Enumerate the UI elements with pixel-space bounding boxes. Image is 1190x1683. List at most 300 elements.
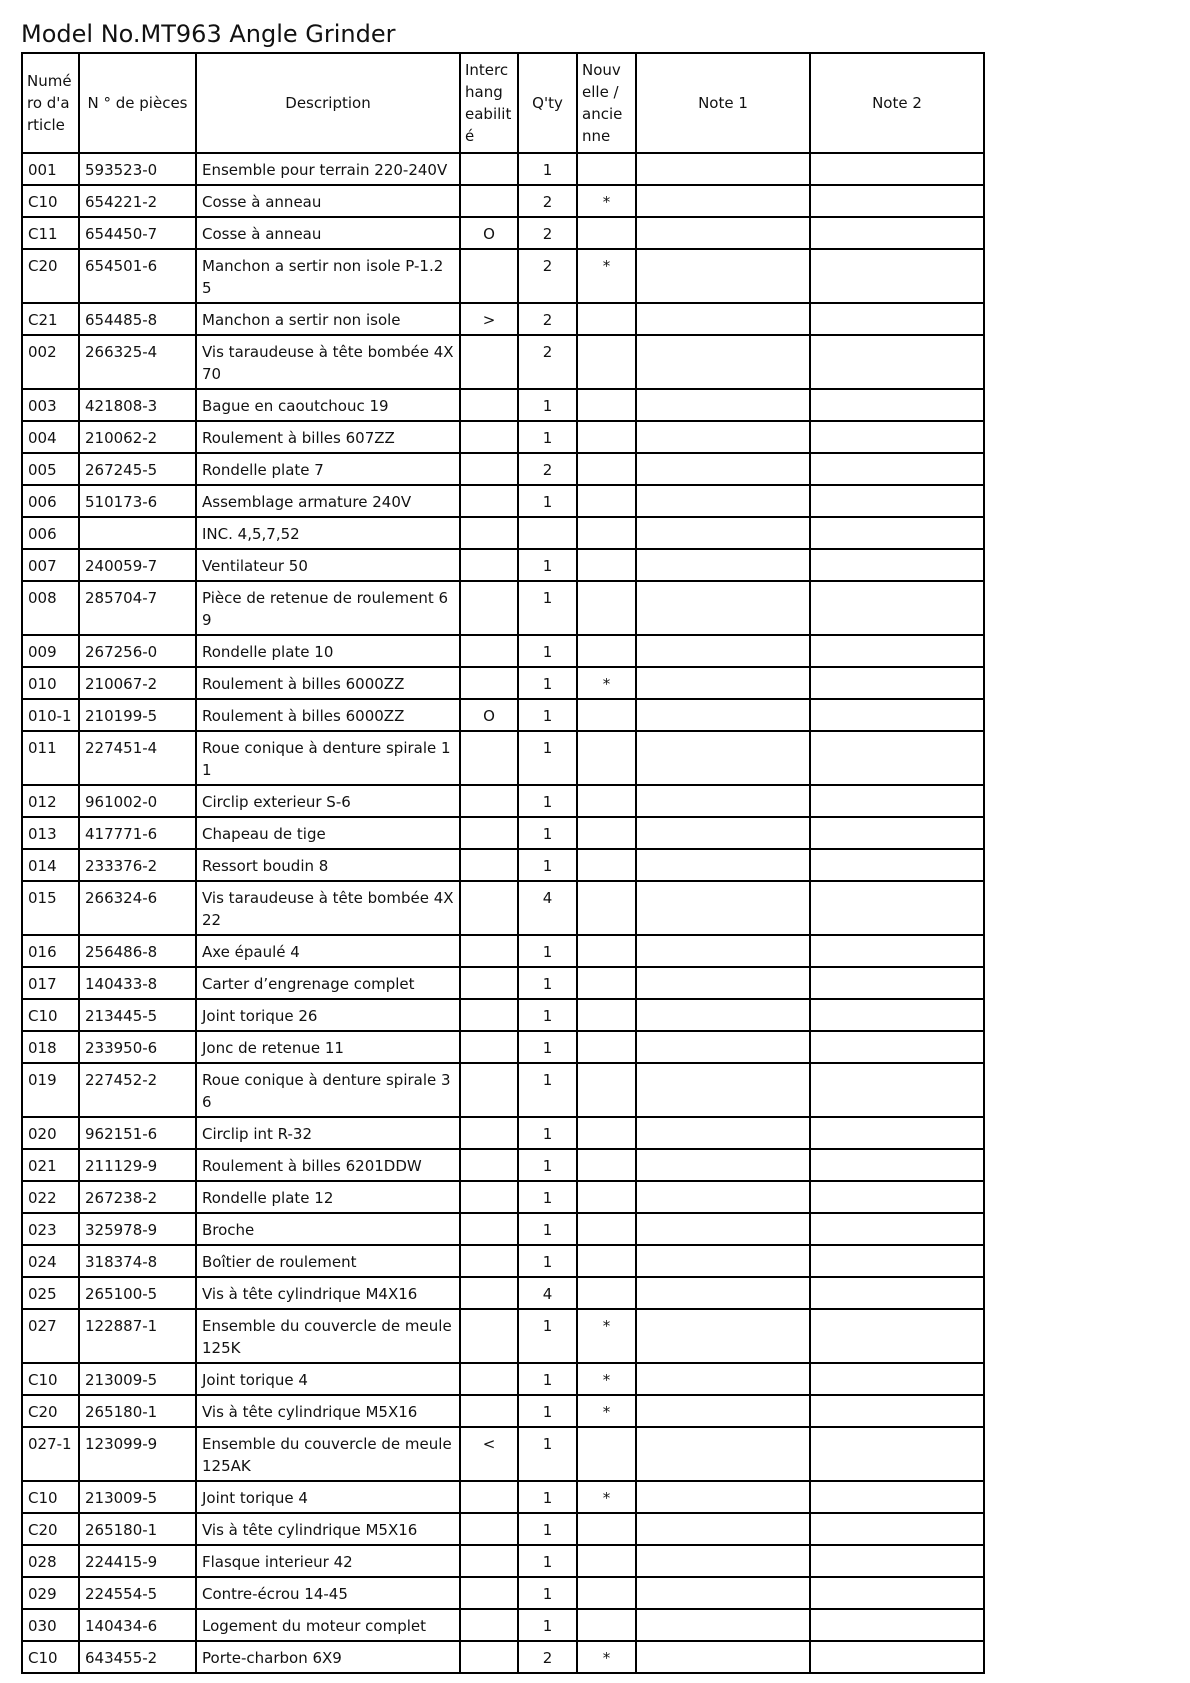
table-row [22, 335, 984, 389]
cell-note-1 [636, 1309, 810, 1363]
cell-note-1 [636, 581, 810, 635]
cell-description: Rondelle plate 7 [196, 453, 460, 485]
cell-new-old [577, 421, 636, 453]
cell-note-1 [636, 667, 810, 699]
cell-part-number: 654501-6 [79, 249, 196, 303]
cell-new-old [577, 581, 636, 635]
cell-note-1 [636, 1117, 810, 1149]
cell-item-number: 027-1 [22, 1427, 79, 1481]
cell-description: Broche [196, 1213, 460, 1245]
cell-quantity: 1 [518, 731, 577, 785]
cell-part-number: 593523-0 [79, 153, 196, 185]
cell-part-number: 417771-6 [79, 817, 196, 849]
cell-note-2 [810, 1513, 984, 1545]
cell-item-number: 030 [22, 1609, 79, 1641]
cell-item-number: 019 [22, 1063, 79, 1117]
cell-new-old: * [577, 667, 636, 699]
cell-note-1 [636, 303, 810, 335]
cell-new-old [577, 1609, 636, 1641]
cell-description: Chapeau de tige [196, 817, 460, 849]
cell-interchangeability [460, 517, 518, 549]
cell-item-number: 016 [22, 935, 79, 967]
cell-note-1 [636, 389, 810, 421]
cell-description: Vis à tête cylindrique M5X16 [196, 1395, 460, 1427]
cell-description: Vis taraudeuse à tête bombée 4X 22 [196, 881, 460, 935]
cell-part-number: 224415-9 [79, 1545, 196, 1577]
cell-item-number: 023 [22, 1213, 79, 1245]
cell-item-number: 018 [22, 1031, 79, 1063]
cell-note-1 [636, 335, 810, 389]
cell-quantity: 1 [518, 635, 577, 667]
cell-interchangeability [460, 849, 518, 881]
cell-quantity [518, 517, 577, 549]
cell-new-old [577, 967, 636, 999]
cell-item-number: 021 [22, 1149, 79, 1181]
cell-quantity: 2 [518, 217, 577, 249]
cell-note-2 [810, 1245, 984, 1277]
cell-new-old [577, 1117, 636, 1149]
cell-item-number: C20 [22, 1395, 79, 1427]
cell-description: Roulement à billes 607ZZ [196, 421, 460, 453]
cell-note-1 [636, 999, 810, 1031]
table-row [22, 1309, 984, 1363]
cell-description: Roue conique à denture spirale 1 1 [196, 731, 460, 785]
table-row [22, 1213, 984, 1245]
cell-interchangeability: O [460, 699, 518, 731]
cell-new-old [577, 731, 636, 785]
cell-new-old [577, 303, 636, 335]
cell-description: Ensemble du couvercle de meule 125AK [196, 1427, 460, 1481]
cell-note-2 [810, 485, 984, 517]
cell-note-2 [810, 785, 984, 817]
cell-interchangeability [460, 485, 518, 517]
table-row [22, 817, 984, 849]
cell-part-number: 318374-8 [79, 1245, 196, 1277]
cell-part-number: 213009-5 [79, 1363, 196, 1395]
cell-note-1 [636, 1481, 810, 1513]
cell-description: Vis à tête cylindrique M4X16 [196, 1277, 460, 1309]
cell-quantity: 1 [518, 1577, 577, 1609]
cell-quantity: 1 [518, 699, 577, 731]
cell-note-1 [636, 849, 810, 881]
cell-note-1 [636, 935, 810, 967]
cell-new-old [577, 389, 636, 421]
cell-interchangeability [460, 249, 518, 303]
cell-quantity: 1 [518, 1609, 577, 1641]
cell-part-number: 210062-2 [79, 421, 196, 453]
table-row [22, 485, 984, 517]
table-row [22, 849, 984, 881]
cell-interchangeability [460, 1149, 518, 1181]
cell-description: Ressort boudin 8 [196, 849, 460, 881]
cell-interchangeability: < [460, 1427, 518, 1481]
cell-quantity: 1 [518, 1149, 577, 1181]
cell-part-number: 227451-4 [79, 731, 196, 785]
cell-interchangeability [460, 453, 518, 485]
table-row [22, 935, 984, 967]
cell-interchangeability [460, 1277, 518, 1309]
cell-item-number: 013 [22, 817, 79, 849]
cell-quantity: 1 [518, 935, 577, 967]
cell-quantity: 1 [518, 485, 577, 517]
cell-note-1 [636, 1063, 810, 1117]
cell-note-2 [810, 1577, 984, 1609]
cell-description: Axe épaulé 4 [196, 935, 460, 967]
cell-note-2 [810, 699, 984, 731]
cell-quantity: 1 [518, 1213, 577, 1245]
cell-note-2 [810, 817, 984, 849]
cell-description: Cosse à anneau [196, 185, 460, 217]
cell-new-old: * [577, 185, 636, 217]
cell-quantity: 1 [518, 1031, 577, 1063]
table-header-row [22, 53, 984, 153]
cell-item-number: C10 [22, 1363, 79, 1395]
cell-description: Roue conique à denture spirale 3 6 [196, 1063, 460, 1117]
cell-note-1 [636, 699, 810, 731]
cell-note-2 [810, 1395, 984, 1427]
cell-note-1 [636, 485, 810, 517]
table-row [22, 1609, 984, 1641]
cell-description: Roulement à billes 6000ZZ [196, 699, 460, 731]
cell-part-number: 421808-3 [79, 389, 196, 421]
cell-note-2 [810, 881, 984, 935]
cell-interchangeability [460, 967, 518, 999]
cell-part-number: 654221-2 [79, 185, 196, 217]
cell-interchangeability [460, 935, 518, 967]
table-row [22, 731, 984, 785]
cell-note-1 [636, 1245, 810, 1277]
cell-description: Bague en caoutchouc 19 [196, 389, 460, 421]
cell-item-number: 003 [22, 389, 79, 421]
cell-interchangeability [460, 817, 518, 849]
cell-note-2 [810, 335, 984, 389]
cell-item-number: 025 [22, 1277, 79, 1309]
cell-note-1 [636, 1427, 810, 1481]
header-item-number: Numé ro d'a rticle [22, 53, 79, 153]
table-row [22, 453, 984, 485]
parts-table [21, 52, 985, 1674]
header-note-1: Note 1 [636, 53, 810, 153]
cell-description: Logement du moteur complet [196, 1609, 460, 1641]
cell-interchangeability [460, 185, 518, 217]
cell-description: Manchon a sertir non isole P-1.2 5 [196, 249, 460, 303]
cell-new-old [577, 1427, 636, 1481]
cell-description: Pièce de retenue de roulement 6 9 [196, 581, 460, 635]
cell-part-number: 210199-5 [79, 699, 196, 731]
header-description: Description [196, 53, 460, 153]
cell-note-1 [636, 1181, 810, 1213]
cell-part-number: 256486-8 [79, 935, 196, 967]
cell-part-number [79, 517, 196, 549]
table-row [22, 1181, 984, 1213]
cell-note-2 [810, 1277, 984, 1309]
cell-note-1 [636, 453, 810, 485]
cell-note-1 [636, 517, 810, 549]
table-row [22, 881, 984, 935]
cell-note-1 [636, 1609, 810, 1641]
cell-note-2 [810, 421, 984, 453]
cell-new-old [577, 153, 636, 185]
cell-interchangeability [460, 785, 518, 817]
cell-note-2 [810, 667, 984, 699]
table-row [22, 635, 984, 667]
table-row [22, 549, 984, 581]
cell-note-2 [810, 635, 984, 667]
cell-interchangeability [460, 1063, 518, 1117]
cell-part-number: 267238-2 [79, 1181, 196, 1213]
table-row [22, 1577, 984, 1609]
cell-part-number: 654485-8 [79, 303, 196, 335]
cell-note-2 [810, 249, 984, 303]
cell-new-old: * [577, 1641, 636, 1673]
cell-note-2 [810, 549, 984, 581]
cell-part-number: 140433-8 [79, 967, 196, 999]
table-body [22, 153, 984, 1673]
cell-quantity: 1 [518, 1363, 577, 1395]
cell-note-1 [636, 1577, 810, 1609]
header-quantity: Q'ty [518, 53, 577, 153]
table-row [22, 389, 984, 421]
cell-part-number: 961002-0 [79, 785, 196, 817]
cell-interchangeability [460, 1363, 518, 1395]
cell-note-1 [636, 421, 810, 453]
table-row [22, 1363, 984, 1395]
cell-description: Manchon a sertir non isole [196, 303, 460, 335]
cell-part-number: 266324-6 [79, 881, 196, 935]
table-row [22, 1149, 984, 1181]
cell-new-old [577, 1513, 636, 1545]
cell-interchangeability [460, 1031, 518, 1063]
cell-interchangeability [460, 1641, 518, 1673]
cell-description: Vis taraudeuse à tête bombée 4X 70 [196, 335, 460, 389]
cell-description: Circlip int R-32 [196, 1117, 460, 1149]
cell-quantity: 1 [518, 389, 577, 421]
cell-interchangeability [460, 153, 518, 185]
cell-item-number: 010-1 [22, 699, 79, 731]
cell-note-1 [636, 731, 810, 785]
cell-quantity: 1 [518, 999, 577, 1031]
cell-item-number: 010 [22, 667, 79, 699]
cell-note-1 [636, 635, 810, 667]
cell-new-old [577, 453, 636, 485]
cell-quantity: 4 [518, 881, 577, 935]
table-row [22, 1117, 984, 1149]
cell-interchangeability [460, 1309, 518, 1363]
cell-note-2 [810, 1545, 984, 1577]
cell-new-old [577, 785, 636, 817]
cell-new-old [577, 1245, 636, 1277]
cell-new-old [577, 1181, 636, 1213]
cell-interchangeability [460, 421, 518, 453]
cell-note-1 [636, 1395, 810, 1427]
cell-note-1 [636, 1213, 810, 1245]
cell-interchangeability [460, 549, 518, 581]
cell-new-old [577, 549, 636, 581]
cell-description: Assemblage armature 240V [196, 485, 460, 517]
cell-quantity: 1 [518, 1309, 577, 1363]
cell-description: Roulement à billes 6201DDW [196, 1149, 460, 1181]
cell-interchangeability [460, 667, 518, 699]
cell-quantity: 1 [518, 1545, 577, 1577]
cell-new-old [577, 1213, 636, 1245]
table-row [22, 1545, 984, 1577]
cell-note-2 [810, 517, 984, 549]
cell-note-1 [636, 1149, 810, 1181]
cell-part-number: 962151-6 [79, 1117, 196, 1149]
cell-new-old [577, 1031, 636, 1063]
cell-item-number: 028 [22, 1545, 79, 1577]
cell-item-number: C11 [22, 217, 79, 249]
cell-description: Boîtier de roulement [196, 1245, 460, 1277]
cell-item-number: C10 [22, 1641, 79, 1673]
cell-note-2 [810, 849, 984, 881]
cell-item-number: 012 [22, 785, 79, 817]
cell-new-old [577, 699, 636, 731]
cell-note-1 [636, 1363, 810, 1395]
cell-description: Flasque interieur 42 [196, 1545, 460, 1577]
cell-interchangeability: O [460, 217, 518, 249]
cell-interchangeability [460, 1609, 518, 1641]
cell-quantity: 2 [518, 303, 577, 335]
cell-note-1 [636, 249, 810, 303]
cell-part-number: 213445-5 [79, 999, 196, 1031]
cell-note-2 [810, 581, 984, 635]
cell-quantity: 1 [518, 1513, 577, 1545]
cell-description: Carter d’engrenage complet [196, 967, 460, 999]
cell-part-number: 266325-4 [79, 335, 196, 389]
table-row [22, 1277, 984, 1309]
cell-note-2 [810, 1031, 984, 1063]
header-interchangeability: Interc hang eabilit é [460, 53, 518, 153]
cell-part-number: 240059-7 [79, 549, 196, 581]
cell-new-old [577, 635, 636, 667]
cell-description: Vis à tête cylindrique M5X16 [196, 1513, 460, 1545]
cell-quantity: 2 [518, 249, 577, 303]
cell-interchangeability [460, 1245, 518, 1277]
cell-description: Contre-écrou 14-45 [196, 1577, 460, 1609]
cell-note-1 [636, 881, 810, 935]
cell-note-2 [810, 217, 984, 249]
cell-quantity: 1 [518, 1245, 577, 1277]
cell-interchangeability [460, 999, 518, 1031]
cell-item-number: 006 [22, 517, 79, 549]
cell-note-1 [636, 1277, 810, 1309]
cell-part-number: 211129-9 [79, 1149, 196, 1181]
cell-item-number: C20 [22, 1513, 79, 1545]
cell-note-2 [810, 1363, 984, 1395]
cell-note-1 [636, 1641, 810, 1673]
cell-new-old: * [577, 1363, 636, 1395]
table-row [22, 999, 984, 1031]
table-row [22, 249, 984, 303]
cell-item-number: 011 [22, 731, 79, 785]
cell-part-number: 265100-5 [79, 1277, 196, 1309]
table-row [22, 785, 984, 817]
cell-note-1 [636, 1545, 810, 1577]
cell-description: INC. 4,5,7,52 [196, 517, 460, 549]
cell-interchangeability [460, 1513, 518, 1545]
cell-new-old: * [577, 249, 636, 303]
cell-note-2 [810, 389, 984, 421]
cell-part-number: 643455-2 [79, 1641, 196, 1673]
cell-note-1 [636, 217, 810, 249]
cell-new-old [577, 335, 636, 389]
cell-item-number: 005 [22, 453, 79, 485]
cell-quantity: 1 [518, 549, 577, 581]
table-row [22, 1245, 984, 1277]
cell-note-2 [810, 1427, 984, 1481]
cell-part-number: 267256-0 [79, 635, 196, 667]
cell-part-number: 140434-6 [79, 1609, 196, 1641]
cell-quantity: 1 [518, 1117, 577, 1149]
cell-new-old [577, 1149, 636, 1181]
cell-quantity: 1 [518, 581, 577, 635]
cell-quantity: 2 [518, 453, 577, 485]
header-note-2: Note 2 [810, 53, 984, 153]
table-row [22, 217, 984, 249]
cell-quantity: 2 [518, 1641, 577, 1673]
cell-description: Joint torique 4 [196, 1363, 460, 1395]
table-row [22, 517, 984, 549]
cell-note-2 [810, 1149, 984, 1181]
cell-quantity: 1 [518, 849, 577, 881]
cell-new-old [577, 517, 636, 549]
cell-item-number: 015 [22, 881, 79, 935]
table-row [22, 967, 984, 999]
cell-quantity: 1 [518, 1427, 577, 1481]
cell-description: Porte-charbon 6X9 [196, 1641, 460, 1673]
cell-new-old [577, 217, 636, 249]
cell-note-2 [810, 153, 984, 185]
cell-note-1 [636, 185, 810, 217]
cell-item-number: 009 [22, 635, 79, 667]
cell-interchangeability [460, 1181, 518, 1213]
cell-new-old [577, 935, 636, 967]
cell-note-2 [810, 999, 984, 1031]
cell-description: Rondelle plate 12 [196, 1181, 460, 1213]
cell-note-2 [810, 453, 984, 485]
cell-quantity: 1 [518, 817, 577, 849]
cell-note-1 [636, 967, 810, 999]
cell-quantity: 1 [518, 967, 577, 999]
cell-item-number: 007 [22, 549, 79, 581]
cell-note-2 [810, 1481, 984, 1513]
cell-part-number: 325978-9 [79, 1213, 196, 1245]
cell-note-1 [636, 785, 810, 817]
cell-item-number: 008 [22, 581, 79, 635]
cell-interchangeability [460, 635, 518, 667]
cell-item-number: 022 [22, 1181, 79, 1213]
cell-quantity: 1 [518, 1063, 577, 1117]
cell-note-2 [810, 1063, 984, 1117]
cell-part-number: 123099-9 [79, 1427, 196, 1481]
cell-new-old [577, 849, 636, 881]
cell-interchangeability: > [460, 303, 518, 335]
table-row [22, 1513, 984, 1545]
table-row [22, 1031, 984, 1063]
table-row [22, 1641, 984, 1673]
header-part-number: N ° de pièces [79, 53, 196, 153]
cell-new-old [577, 1545, 636, 1577]
cell-item-number: C10 [22, 999, 79, 1031]
cell-part-number: 510173-6 [79, 485, 196, 517]
table-row [22, 421, 984, 453]
cell-description: Joint torique 4 [196, 1481, 460, 1513]
cell-interchangeability [460, 1577, 518, 1609]
table-row [22, 1395, 984, 1427]
cell-interchangeability [460, 1213, 518, 1245]
cell-note-2 [810, 1609, 984, 1641]
